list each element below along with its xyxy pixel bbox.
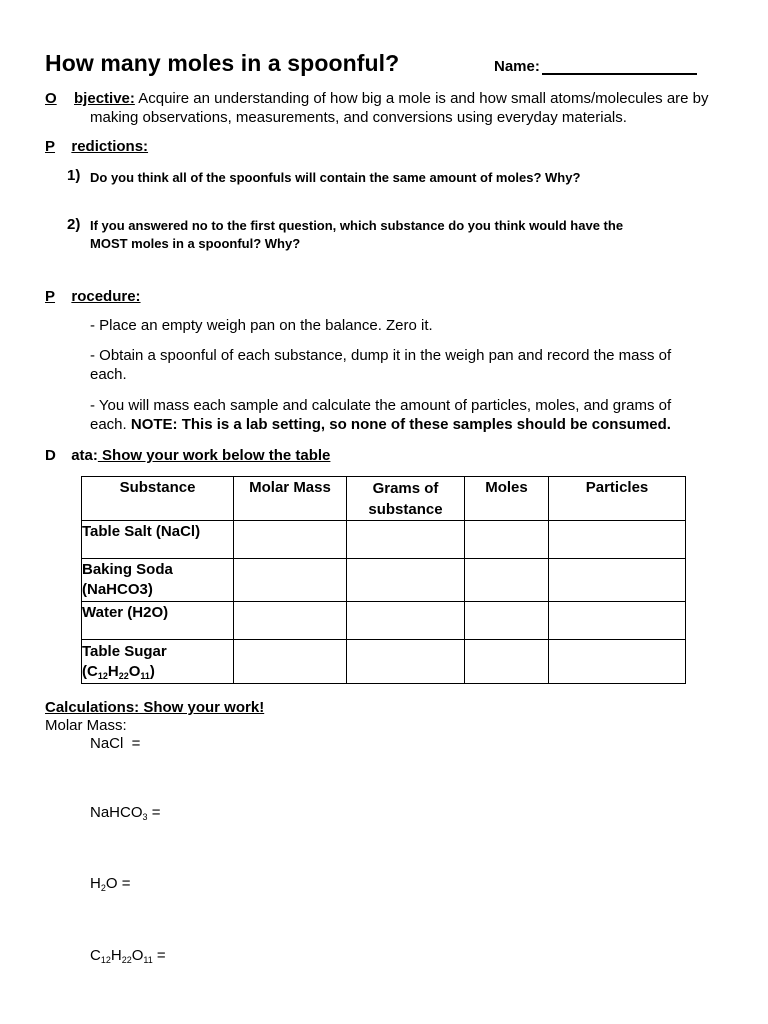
cell-salt-moles[interactable] (465, 521, 549, 559)
procedure-label: rocedure: (71, 288, 141, 305)
table-row (82, 521, 686, 559)
procedure-step-2-line-1: - Obtain a spoonful of each substance, dump it in the weigh pan and record the mass of (90, 347, 672, 364)
calc-sugar-c: O (131, 947, 144, 964)
row-label-water-b: 2 (143, 604, 152, 621)
predictions-letter: P (45, 138, 56, 155)
procedure-letter: P (45, 288, 56, 305)
header-molar-mass: Molar Mass (234, 477, 347, 521)
question-2-number: 2) (67, 216, 81, 233)
sugar-s2: 22 (118, 671, 129, 681)
procedure-step-1: - Place an empty weigh pan on the balance. Zero it. (90, 317, 433, 334)
row-label-soda-line-1: Baking Soda (82, 561, 173, 578)
calc-h2o-b: O = (105, 875, 131, 892)
calc-nahco3-sub: 3 (142, 812, 148, 822)
row-label-sugar-line-1: Table Sugar (82, 643, 167, 660)
cell-salt-grams[interactable] (347, 521, 465, 559)
data-table (81, 476, 686, 684)
header-grams-line-1: Grams of (372, 480, 439, 497)
cell-sugar-moles[interactable] (465, 640, 549, 684)
calc-sugar-a: C (90, 947, 101, 964)
data-heading (45, 446, 330, 465)
row-label-water (82, 602, 234, 640)
table-header-row (82, 477, 686, 521)
cell-water-molar-mass[interactable] (234, 602, 347, 640)
cell-sugar-molar-mass[interactable] (234, 640, 347, 684)
objective-text-2: making observations, measurements, and conversions using everyday materials. (90, 109, 627, 126)
calc-h2o-a: H (90, 875, 101, 892)
row-label-water-c: O) (151, 604, 169, 621)
name-blank-line[interactable] (542, 57, 697, 75)
header-substance: Substance (82, 477, 234, 521)
calc-h2o (90, 875, 130, 892)
calc-sugar-s3: 11 (143, 955, 153, 965)
data-label: ata: (71, 447, 98, 464)
objective-line-1 (45, 89, 709, 108)
procedure-heading (45, 287, 141, 306)
question-2-text-1: If you answered no to the first question, which substance do you think would have the (90, 218, 624, 233)
cell-soda-particles[interactable] (549, 559, 686, 602)
objective-label: bjective: (74, 90, 135, 107)
procedure-step-3-line-1: - You will mass each sample and calculate the amount of particles, moles, and grams of (90, 397, 672, 414)
sugar-a: (C (82, 663, 98, 680)
table-row (82, 640, 686, 684)
calc-nacl: NaCl = (90, 735, 141, 752)
row-label-soda-line-2: (NaHCO3) (82, 581, 153, 598)
sugar-b: H (107, 663, 119, 680)
cell-sugar-grams[interactable] (347, 640, 465, 684)
calculations-heading: Calculations: Show your work! (45, 699, 265, 716)
table-row (82, 559, 686, 602)
calc-sugar-s2: 22 (121, 955, 132, 965)
cell-water-grams[interactable] (347, 602, 465, 640)
calc-nahco3 (90, 804, 160, 821)
cell-soda-moles[interactable] (465, 559, 549, 602)
molar-mass-label: Molar Mass: (45, 717, 127, 734)
cell-sugar-particles[interactable] (549, 640, 686, 684)
question-1-number: 1) (67, 167, 81, 184)
row-label-sugar-line-2 (82, 662, 233, 683)
calc-sugar-b: H (110, 947, 122, 964)
calc-nahco3-a: NaHCO (90, 804, 143, 821)
row-label-salt: Table Salt (NaCl) (82, 521, 234, 559)
predictions-label: redictions: (71, 138, 149, 155)
page-title: How many moles in a spoonful? (45, 50, 400, 76)
question-1-text: Do you think all of the spoonfuls will contain the same amount of moles? Why? (90, 170, 581, 185)
header-particles: Particles (549, 477, 686, 521)
calc-h2o-sub: 2 (100, 883, 106, 893)
cell-soda-grams[interactable] (347, 559, 465, 602)
cell-water-particles[interactable] (549, 602, 686, 640)
cell-soda-molar-mass[interactable] (234, 559, 347, 602)
calc-sugar (90, 947, 166, 964)
table-row (82, 602, 686, 640)
sugar-d: ) (149, 663, 155, 680)
cell-salt-molar-mass[interactable] (234, 521, 347, 559)
cell-water-moles[interactable] (465, 602, 549, 640)
row-label-soda (82, 559, 234, 602)
procedure-step-2-line-2: each. (90, 366, 127, 383)
header-grams (347, 477, 465, 521)
name-field[interactable] (494, 57, 697, 75)
calc-nahco3-b: = (147, 804, 161, 821)
calc-sugar-s1: 12 (100, 955, 111, 965)
predictions-heading (45, 137, 148, 156)
row-label-sugar (82, 640, 234, 684)
question-2-text-2: MOST moles in a spoonful? Why? (90, 236, 301, 251)
cell-salt-particles[interactable] (549, 521, 686, 559)
procedure-step-3-line-2 (90, 415, 671, 434)
objective-letter: O (45, 90, 57, 107)
procedure-note: NOTE: This is a lab setting, so none of these samples should be consumed. (130, 416, 671, 433)
sugar-s1: 12 (97, 671, 108, 681)
procedure-step-3-plain: each. (90, 416, 127, 433)
row-label-water-a: Water (H (82, 604, 144, 621)
header-moles: Moles (465, 477, 549, 521)
name-label: Name: (494, 58, 540, 75)
objective-text-1: Acquire an understanding of how big a mole is and how small atoms/molecules are by (138, 90, 709, 107)
header-grams-line-2: substance (368, 501, 443, 518)
sugar-s3: 11 (140, 671, 150, 681)
calc-sugar-d: = (152, 947, 166, 964)
data-letter: D (45, 447, 56, 464)
data-instruction: Show your work below the table (97, 447, 331, 464)
sugar-c: O (128, 663, 141, 680)
